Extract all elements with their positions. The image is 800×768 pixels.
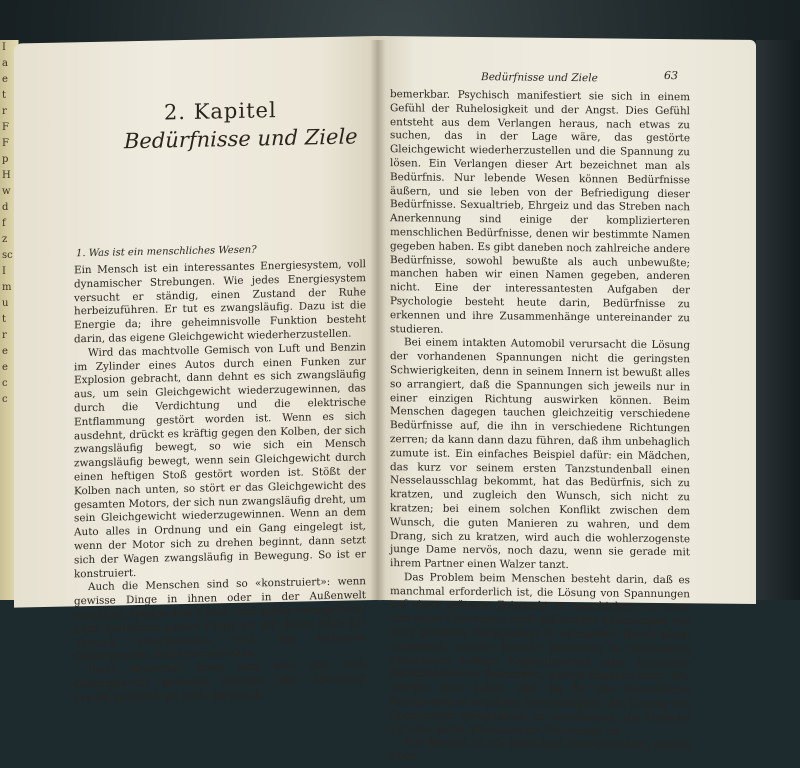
section-heading: 1. Was ist ein menschliches Wesen? (76, 244, 257, 260)
adjacent-page-letter: e (2, 346, 8, 357)
adjacent-page-letter: F (2, 138, 9, 149)
adjacent-page-letter: u (2, 298, 9, 309)
adjacent-page-letter: e (2, 362, 8, 373)
paragraph: Bei einem intakten Automobil verursacht die Lösung der vorhandenen Spannungen nicht die geringsten Schwierigkeiten, denn in seinem Innern ist bewußt alles so arrangiert, daß die Spannungen sich jeweils nur in einer einzigen Richtung auswirken können. Beim Menschen dagegen tauchen gleichzeitig verschiedene Bedürfnisse auf, die ihn in verschiedene Richtungen zerren; da kann dann dazu führen, daß ihm unbehaglich zumute ist. Ein einfaches Beispiel dafür: ein Mädchen, das kurz vor seinem ersten Tanzstundenball einen Nesselausschlag bekommt, hat das Bedürfnis, sich zu kratzen, und zugleich den Wunsch, sich nicht zu kratzen; bei einem solchen Konflikt zwischen dem Wunsch, die guten Manieren zu wahren, und dem Drang, sich zu kratzen, wird auch die wohlerzogenste junge Dame nervös, noch dazu, wenn sie gerade mit ihrem Partner einen Walzer tanzt. (390, 336, 690, 572)
adjacent-page-letter: e (2, 74, 8, 85)
paragraph: Auch die Menschen sind so «konstruiert»: wenn gewisse Dinge in ihnen oder in der Außenwelt vorgehen, spielen sich früher oder später zwangsläufig auch bestimmte andere Dinge ab, mit deren Hilfe der Versuch unternommen wird, das verlorene Gleichgewicht wiederherzustellen. (74, 575, 366, 663)
adjacent-page-letter: f (2, 218, 6, 229)
adjacent-page-letter: d (2, 202, 9, 213)
left-page (14, 36, 376, 705)
paragraph: Beim Menschen kann sich eine aus dem Gleichgewicht geratene Energie oder Spannung sowohl physisch als auch psychisch (74, 658, 366, 705)
adjacent-page-letter: sc (2, 250, 13, 261)
chapter-title: Bedürfnisse und Ziele (124, 124, 358, 154)
adjacent-page-letter: c (2, 394, 8, 405)
chapter-number: 2. Kapitel (164, 98, 277, 125)
adjacent-page-letter: z (2, 234, 8, 245)
left-page-body (74, 258, 366, 706)
adjacent-page-letter: I (2, 266, 6, 277)
adjacent-page-letter: H (2, 170, 11, 181)
adjacent-page-letter: w (2, 186, 11, 197)
paragraph: Wird das machtvolle Gemisch von Luft und Benzin im Zylinder eines Autos durch einen Funken zur Explosion gebracht, dann dehnt es sich zwangsläufig aus, um sein Gleichgewicht wiederzugewinnen, das durch die Verdichtung und die elektrische Entflammung gestört worden ist. Wenn es sich ausdehnt, drückt es kräftig gegen den Kolben, der sich zwangsläufig bewegt, so wie sich ein Mensch zwangsläufig bewegt, wenn sein Gleichgewicht durch einen heftigen Stoß gestört worden ist. Stößt der Kolben nach unten, so stört er das Gleichgewicht des gesamten Motors, der sich nun zwangsläufig dreht, um sein Gleichgewicht wiederzugewinnen. Wenn an dem Auto alles in Ordnung und ein Gang eingelegt ist, wenn der Motor sich zu drehen beginnt, dann setzt sich der Wagen zwangsläufig in Bewegung. So ist er konstruiert. (74, 340, 366, 580)
adjacent-page-letter: t (2, 314, 7, 325)
adjacent-page-letter: p (2, 154, 9, 165)
adjacent-page-letter: c (2, 378, 8, 389)
paragraph: Das Problem beim Menschen besteht darin, daß es manchmal erforderlich ist, die Lösung von Spannungen auf einen späteren Zeitpunkt zu verschieben, um neue und unter Umständen noch quälendere Spannungen wie etwa peinliche Verlegenheit zu vermeiden. Damit hängt zusammen, warum manche Menschen in bestimmten Situationen heftige Kopfschmerzen oder stechende Bauchschmerzen bekommen, andere dagegen nicht. Wir werden noch sehen, daß die für das menschliche Energiesystem ergebene Notwendigkeit, die Lösung von Spannungen gelegentlich zu verschieben, die Ursache für eine Reihe interessanter Phänomene ist. (390, 571, 690, 738)
book-gutter (370, 40, 386, 600)
adjacent-page-letter: a (2, 58, 8, 69)
paragraph: Der Mensch ist ein lebendiges Energiesystem, dessen Span- (390, 736, 690, 763)
right-page-body (390, 88, 690, 767)
adjacent-page-letter: r (2, 106, 7, 117)
adjacent-page-letter: t (2, 90, 7, 101)
adjacent-page-letter: F (2, 122, 9, 133)
right-page (376, 36, 756, 763)
page-number: 63 (664, 69, 678, 83)
adjacent-page-letter: r (2, 330, 7, 341)
paragraph: Ein Mensch ist ein interessantes Energiesystem, voll dynamischer Strebungen. Wie jedes Energiesystem versucht er ständig, einen Zustand der Ruhe herbeizuführen. Er tut es zwangsläufig. Dazu ist die Energie da; ihre geheimnisvolle Funktion besteht darin, das eigene Gleichgewicht wiederherzustellen. (74, 258, 366, 346)
adjacent-page-letter: m (2, 282, 12, 293)
running-header: Bedürfnisse und Ziele (481, 71, 598, 85)
paragraph: bemerkbar. Psychisch manifestiert sie sich in einem Gefühl der Ruhelosigkeit und der Angst. Dies Gefühl entsteht aus dem Verlangen heraus, nach etwas zu suchen, das in der Lage wäre, das gestörte Gleichgewicht wiederherzustellen und die Spannung zu lösen. Ein Verlangen dieser Art bezeichnet man als Bedürfnis. Nur lebende Wesen können Bedürfnisse äußern, und sie leben von der Befriedigung dieser Bedürfnisse. Sexualtrieb, Ehrgeiz und das Streben nach Anerkennung sind einige der komplizierteren menschlichen Bedürfnisse, denen wir bestimmte Namen gegeben haben. Es gibt daneben noch zahlreiche andere Bedürfnisse, sowohl bewußte als auch unbewußte; manchen haben wir einen Namen gegeben, anderen nicht. Eine der interessantesten Aufgaben der Psychologie besteht heute darin, Bedürfnisse zu erkennen und ihre Zusammenhänge untereinander zu studieren. (390, 88, 690, 336)
right-background-edge (756, 40, 800, 600)
adjacent-page-letter: I (2, 42, 6, 53)
